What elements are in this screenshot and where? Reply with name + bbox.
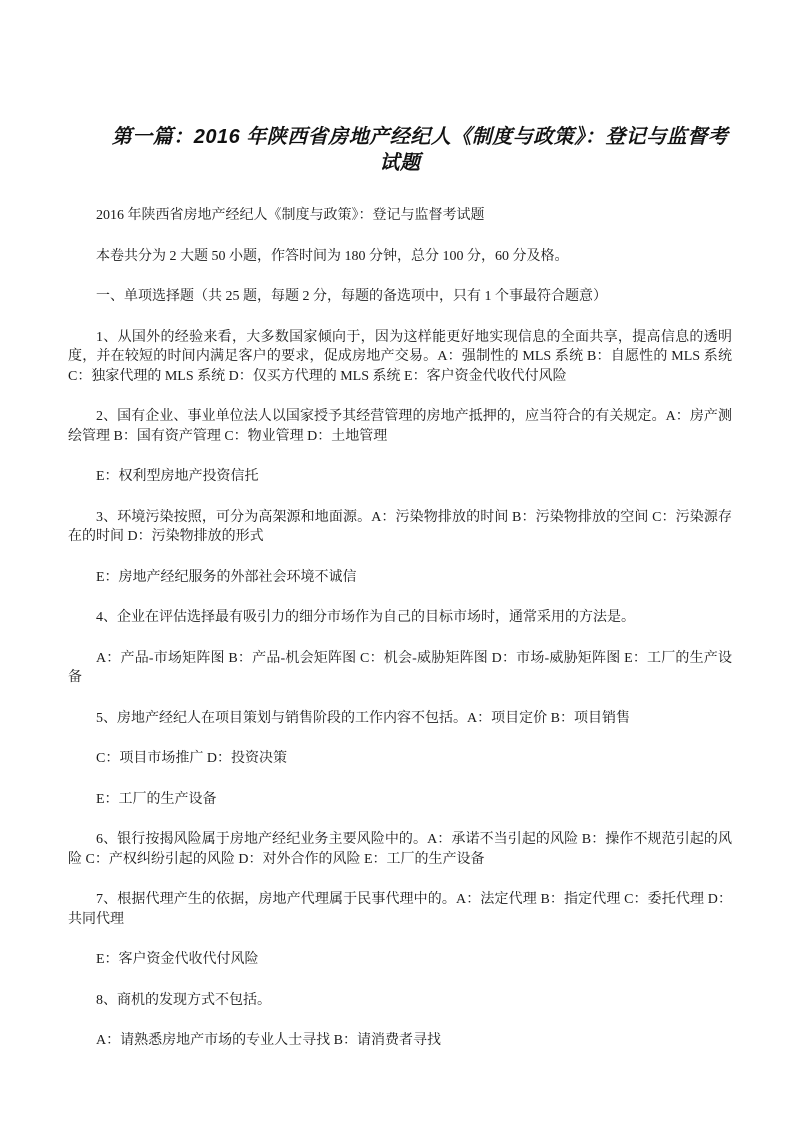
paragraph: 一、单项选择题（共 25 题，每题 2 分，每题的备选项中，只有 1 个事最符合题意） bbox=[96, 289, 607, 304]
paragraph: C：项目市场推广 D：投资决策 bbox=[96, 751, 287, 766]
paragraph: 3、环境污染按照，可分为高架源和地面源。A：污染物排放的时间 B：污染物排放的空间 C：污染源存在的时间 D：污染物排放的形式 bbox=[68, 509, 732, 544]
paragraph: 4、企业在评估选择最有吸引力的细分市场作为自己的目标市场时，通常采用的方法是。 bbox=[96, 610, 635, 625]
paragraph: E：权利型房地产投资信托 bbox=[96, 469, 259, 484]
paragraph: E：房地产经纪服务的外部社会环境不诚信 bbox=[96, 569, 357, 585]
paragraph: 5、房地产经纪人在项目策划与销售阶段的工作内容不包括。A：项目定价 B：项目销售 bbox=[96, 710, 630, 726]
paragraph: E：客户资金代收代付风险 bbox=[96, 952, 259, 967]
paragraph: A：请熟悉房地产市场的专业人士寻找 B：请消费者寻找 bbox=[96, 1033, 441, 1048]
paragraph: E：工厂的生产设备 bbox=[96, 791, 217, 807]
paragraph: 7、根据代理产生的依据，房地产代理属于民事代理中的。A：法定代理 B：指定代理 C：委托代理 D：共同代理 bbox=[68, 892, 732, 927]
document-body bbox=[68, 206, 732, 1051]
paragraph: 6、银行按揭风险属于房地产经纪业务主要风险中的。A：承诺不当引起的风险 B：操作不规范引起的风险 C：产权纠纷引起的风险 D：对外合作的风险 E：工厂的生产设备 bbox=[68, 832, 732, 867]
paragraph: A：产品-市场矩阵图 B：产品-机会矩阵图 C：机会-威胁矩阵图 D：市场-威胁矩阵图 E：工厂的生产设备 bbox=[68, 650, 732, 685]
document-title: 第一篇：2016 年陕西省房地产经纪人《制度与政策》：登记与监督考试题 bbox=[111, 126, 729, 174]
paragraph: 2016 年陕西省房地产经纪人《制度与政策》：登记与监督考试题 bbox=[96, 208, 485, 223]
paragraph: 2、国有企业、事业单位法人以国家授予其经营管理的房地产抵押的，应当符合的有关规定。A：房产测绘管理 B：国有资产管理 C：物业管理 D：土地管理 bbox=[68, 409, 732, 444]
paragraph: 8、商机的发现方式不包括。 bbox=[96, 992, 271, 1008]
paragraph: 1、从国外的经验来看，大多数国家倾向于，因为这样能更好地实现信息的全面共享，提高信息的透明度，并在较短的时间内满足客户的要求，促成房地产交易。A：强制性的 MLS 系统 B：自愿性的 MLS 系统 C：独家代理的 MLS 系统 D：仅买方代理的 MLS 系统 E：客户资金代收代付风险 bbox=[68, 329, 732, 384]
paragraph: 本卷共分为 2 大题 50 小题，作答时间为 180 分钟，总分 100 分，60 分及格。 bbox=[96, 248, 569, 264]
